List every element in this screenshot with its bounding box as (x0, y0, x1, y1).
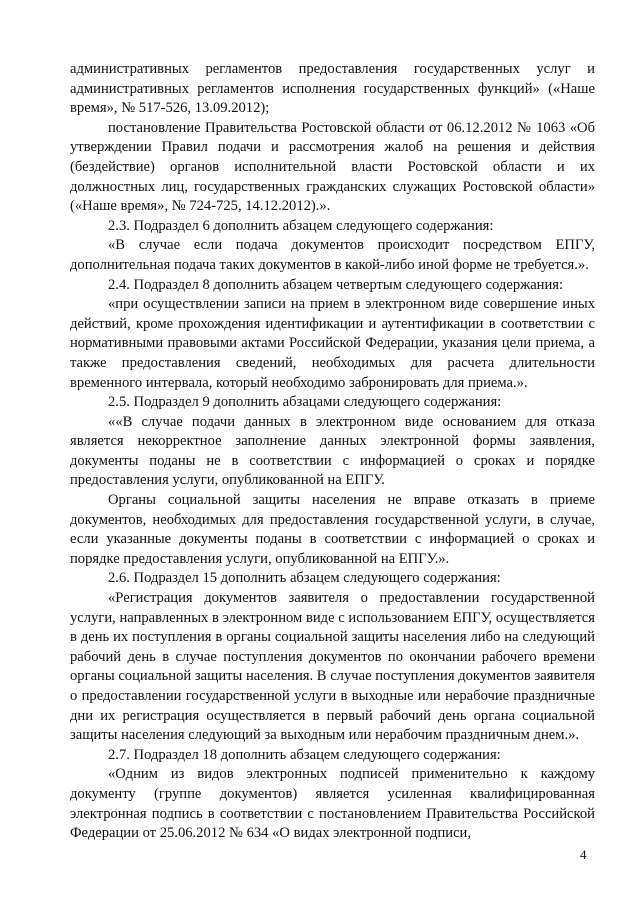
paragraph-10: 2.6. Подраздел 15 дополнить абзацем следующего содержания: (108, 570, 501, 587)
paragraph-13: «Одним из видов электронных подписей применительно к каждому документу (группе документов) является усиленная квалифицированная электронная подпись в соответствии с постановлением Правительства Российской Федерации от 25.06.2012 № 634 «О видах электронной подписи, (70, 766, 595, 842)
paragraph-3: 2.3. Подраздел 6 дополнить абзацем следующего содержания: (108, 217, 494, 234)
page-number: 4 (580, 847, 587, 862)
paragraph-1: административных регламентов предоставления государственных услуг и административных регламентов исполнения государственных функций» («Наше время», № 517-526, 13.09.2012); (70, 61, 595, 117)
paragraph-2: постановление Правительства Ростовской области от 06.12.2012 № 1063 «Об утверждении Правил подачи и рассмотрения жалоб на решения и действия (бездействие) органов исполнительной власти Ростовской области и их должностных лиц, государственных гражданских служащих Ростовской области» («Наше время», № 724-725, 14.12.2012).». (70, 119, 595, 215)
paragraph-4: «В случае если подача документов происходит посредством ЕПГУ, дополнительная подача таких документов в какой-либо иной форме не требуется.». (70, 237, 595, 273)
paragraph-8: ««В случае подачи данных в электронном виде основанием для отказа является некорректное заполнение данных электронной формы заявления, документы поданы не в соответствии с информацией о сроках и порядке предоставления услуги, опубликованной на ЕПГУ. (70, 413, 595, 489)
document-body (70, 60, 595, 844)
paragraph-7: 2.5. Подраздел 9 дополнить абзацами следующего содержания: (108, 394, 502, 411)
paragraph-5: 2.4. Подраздел 8 дополнить абзацем четвертым следующего содержания: (108, 276, 564, 293)
paragraph-9: Органы социальной защиты населения не вправе отказать в приеме документов, необходимых для предоставления государственной услуги, в случае, если указанные документы поданы в соответствии с информацией о сроках и порядке предоставления услуги, опубликованной на ЕПГУ.». (70, 492, 595, 567)
paragraph-12: 2.7. Подраздел 18 дополнить абзацем следующего содержания: (108, 746, 501, 763)
paragraph-11: «Регистрация документов заявителя о предоставлении государственной услуги, направленных в электронном виде с использованием ЕПГУ, осуществляется в день их поступления в органы социальной защиты населения либо на следующий рабочий день в случае поступления документов по окончании рабочего времени органы социальной защиты населения. В случае поступления документов заявителя о предоставлении государственной услуги в выходные или нерабочие праздничные дни их регистрация осуществляется в первый рабочий день органа социальной защиты населения следующий за выходным или нерабочим праздничным днем.». (70, 590, 595, 744)
paragraph-6: «при осуществлении записи на прием в электронном виде совершение иных действий, кроме прохождения идентификации и аутентификации в соответствии с нормативными правовыми актами Российской Федерации, указания цели приема, а также предоставления сведений, необходимых для расчета длительности временного интервала, который необходимо забронировать для приема.». (70, 296, 595, 391)
